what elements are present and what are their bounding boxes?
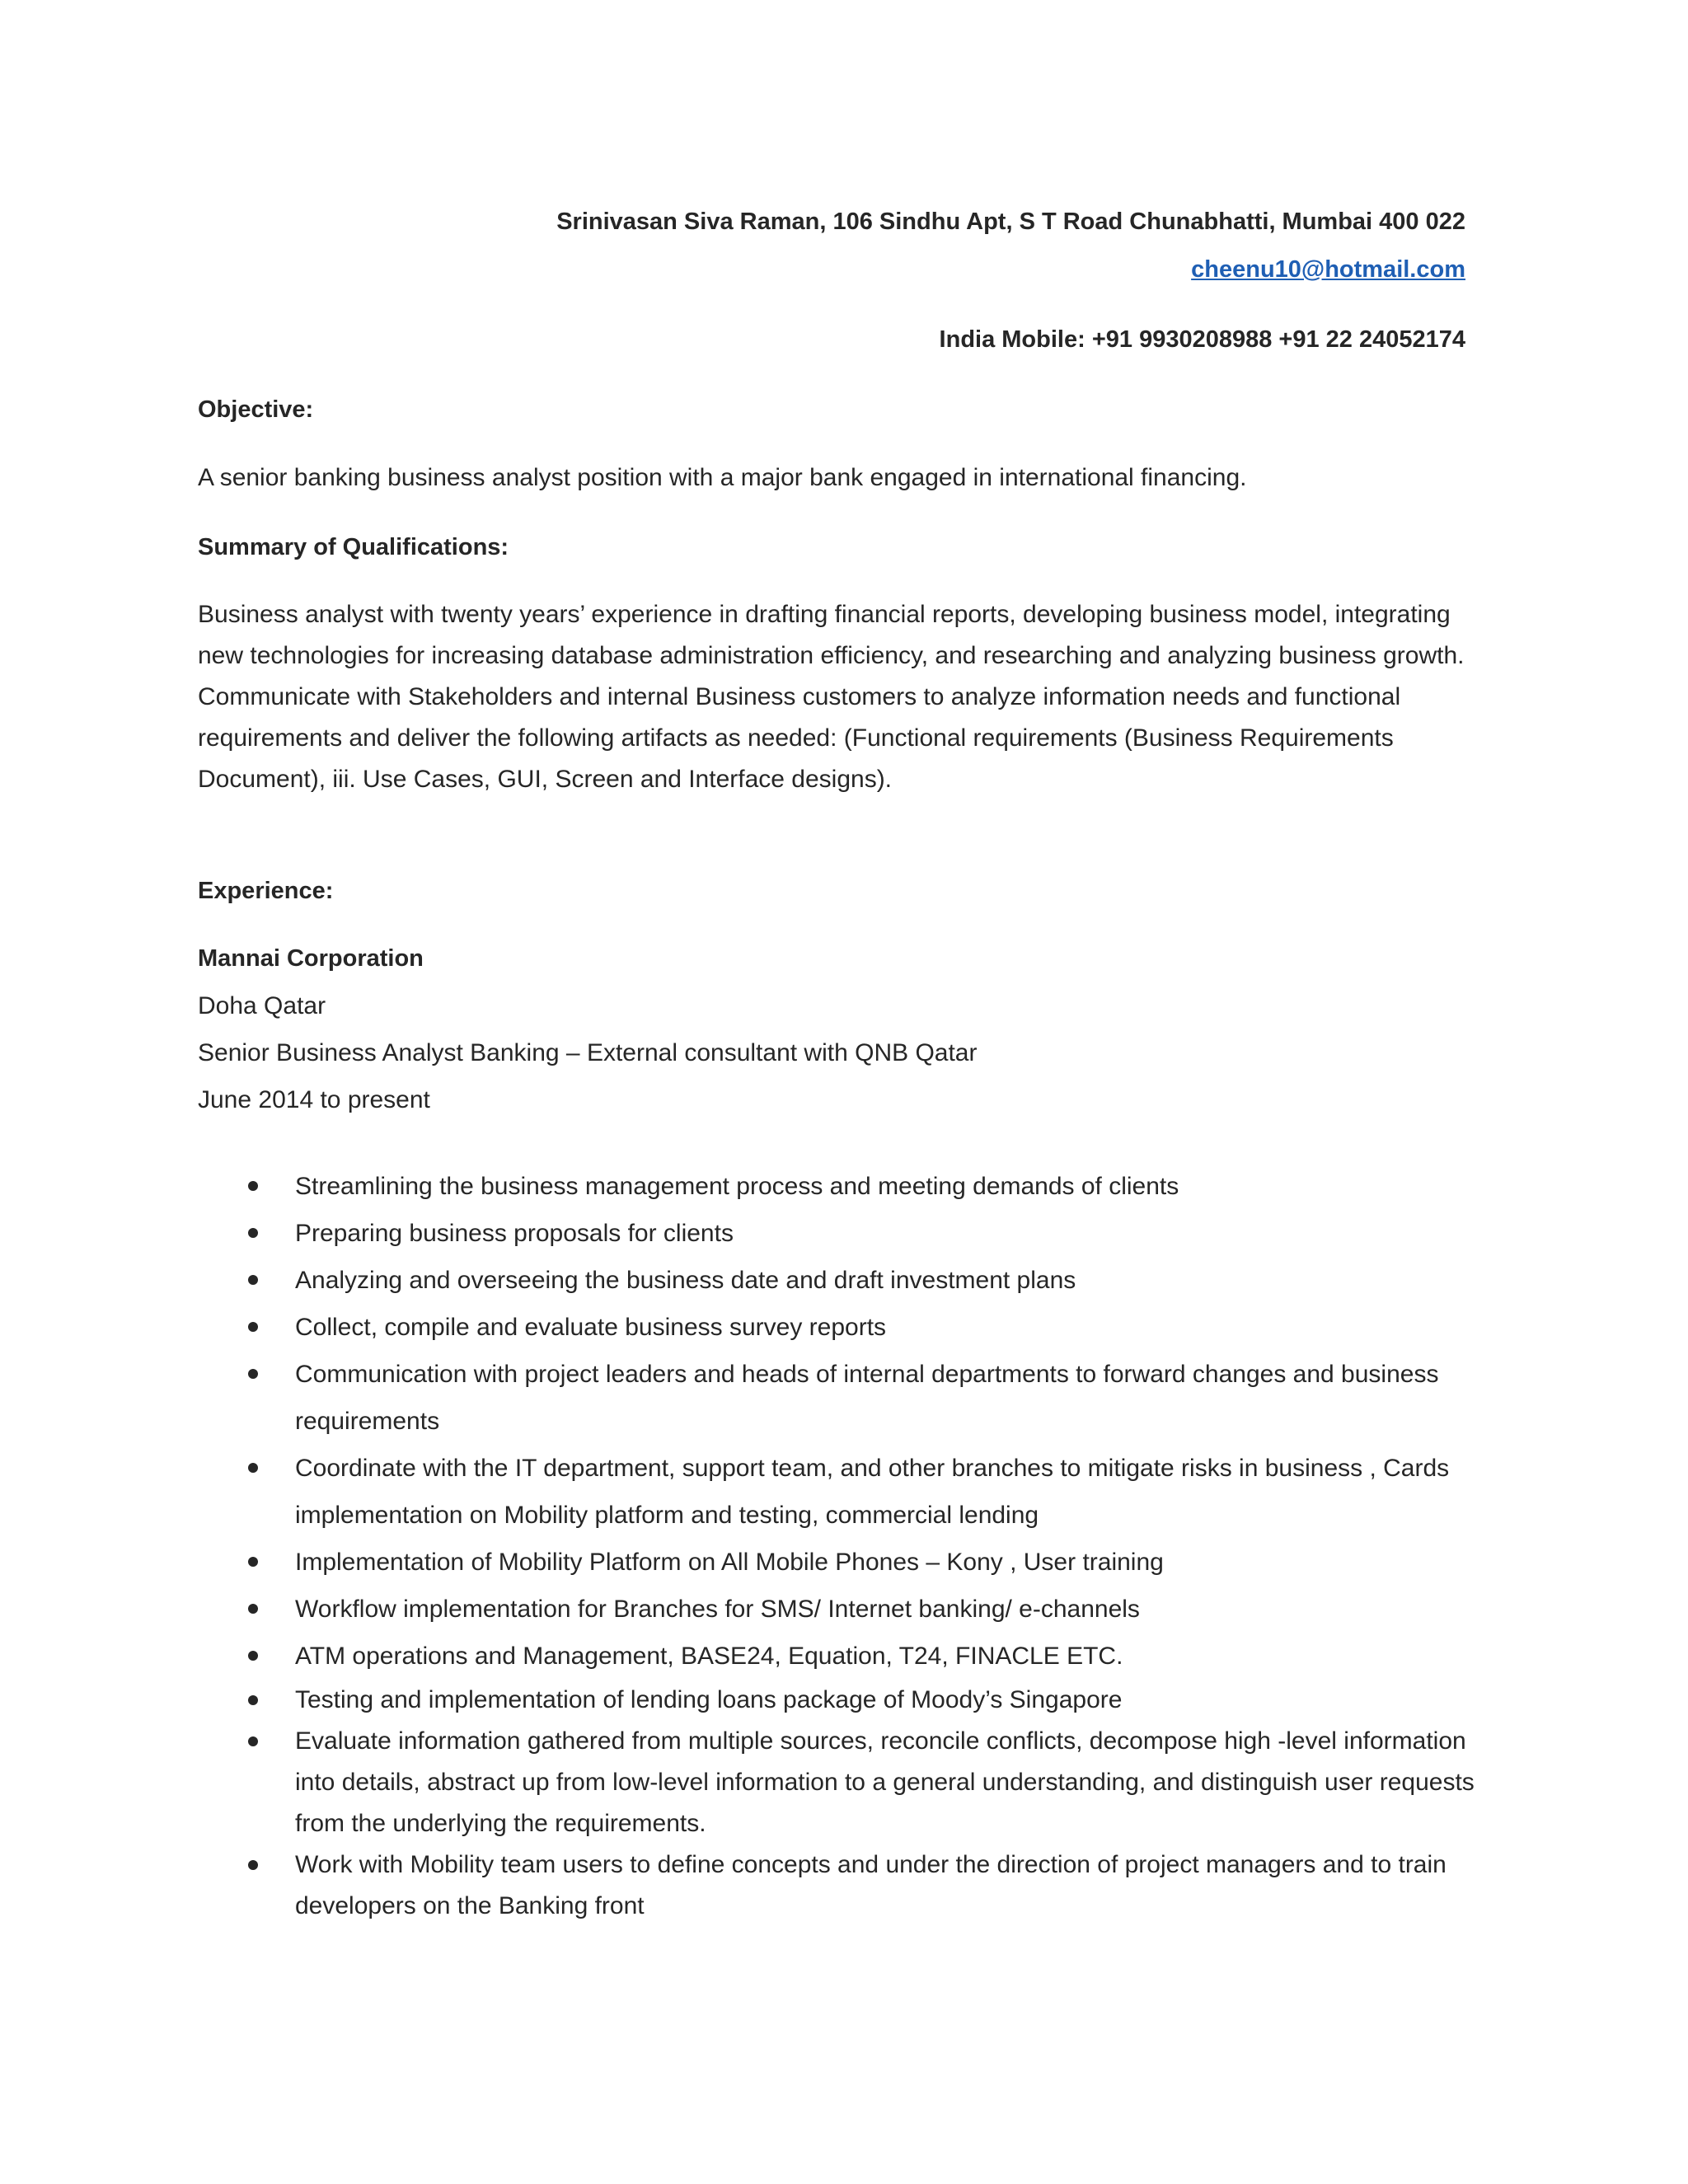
bullet-dot-icon [248, 1275, 258, 1285]
job-period: June 2014 to present [198, 1086, 430, 1113]
bullet-item: Implementation of Mobility Platform on All Mobile Phones – Kony , User training [198, 1539, 1500, 1586]
email-line [1191, 256, 1465, 284]
objective-text: A senior banking business analyst position with a major bank engaged in international financing. [198, 464, 1247, 491]
bullet-item: Preparing business proposals for clients [198, 1210, 1500, 1257]
experience-heading: Experience: [198, 878, 334, 904]
bullet-item: Analyzing and overseeing the business date and draft investment plans [198, 1257, 1500, 1304]
bullet-dot-icon [248, 1463, 258, 1473]
email-link[interactable]: cheenu10@hotmail.com [1191, 256, 1465, 283]
bullet-dot-icon [248, 1860, 258, 1870]
summary-line: requirements and deliver the following artifacts as needed: (Functional requirements (Business Requirements [198, 724, 1394, 752]
bullet-item: Evaluate information gathered from multiple sources, reconcile conflicts, decompose high -level information into details, abstract up from low-level information to a general understanding, and distinguish user requests from the underlying the requirements. [198, 1721, 1500, 1844]
summary-line: Business analyst with twenty years’ experience in drafting financial reports, developing business model, integrating [198, 601, 1451, 628]
bullet-item: Workflow implementation for Branches for SMS/ Internet banking/ e-channels [198, 1586, 1500, 1633]
job-details [198, 935, 1484, 1123]
objective-heading: Objective: [198, 396, 314, 423]
bullet-dot-icon [248, 1604, 258, 1614]
bullet-item: Coordinate with the IT department, support team, and other branches to mitigate risks in business , Cards implementation on Mobility platform and testing, commercial lending [198, 1445, 1500, 1539]
phone-line: India Mobile: +91 9930208988 +91 22 24052174 [939, 326, 1465, 353]
bullet-item: Work with Mobility team users to define concepts and under the direction of project managers and to train developers on the Banking front [198, 1844, 1500, 1927]
bullet-item: Communication with project leaders and heads of internal departments to forward changes and business requirements [198, 1351, 1500, 1445]
job-role: Senior Business Analyst Banking – External consultant with QNB Qatar [198, 1039, 978, 1066]
summary-heading: Summary of Qualifications: [198, 534, 509, 560]
bullet-item: ATM operations and Management, BASE24, Equation, T24, FINACLE ETC. [198, 1633, 1500, 1680]
job-location: Doha Qatar [198, 992, 326, 1019]
summary-paragraph [198, 594, 1484, 800]
bullet-dot-icon [248, 1651, 258, 1661]
bullet-dot-icon [248, 1695, 258, 1705]
bullet-dot-icon [248, 1322, 258, 1332]
name-address-line: Srinivasan Siva Raman, 106 Sindhu Apt, S T Road Chunabhatti, Mumbai 400 022 [556, 209, 1465, 235]
summary-line: new technologies for increasing database administration efficiency, and researching and analyzing business growth. [198, 642, 1465, 669]
bullet-item: Streamlining the business management process and meeting demands of clients [198, 1163, 1500, 1210]
bullet-dot-icon [248, 1736, 258, 1746]
summary-line: Communicate with Stakeholders and internal Business customers to analyze information needs and functional [198, 683, 1401, 710]
bullet-dot-icon [248, 1228, 258, 1238]
bullet-dot-icon [248, 1557, 258, 1567]
bullet-item: Testing and implementation of lending loans package of Moody’s Singapore [198, 1680, 1500, 1721]
company-name: Mannai Corporation [198, 945, 424, 972]
summary-line: Document), iii. Use Cases, GUI, Screen and Interface designs). [198, 766, 893, 793]
bullet-item: Collect, compile and evaluate business survey reports [198, 1304, 1500, 1351]
experience-bullets [198, 1163, 1500, 1927]
bullet-dot-icon [248, 1181, 258, 1191]
bullet-dot-icon [248, 1369, 258, 1379]
